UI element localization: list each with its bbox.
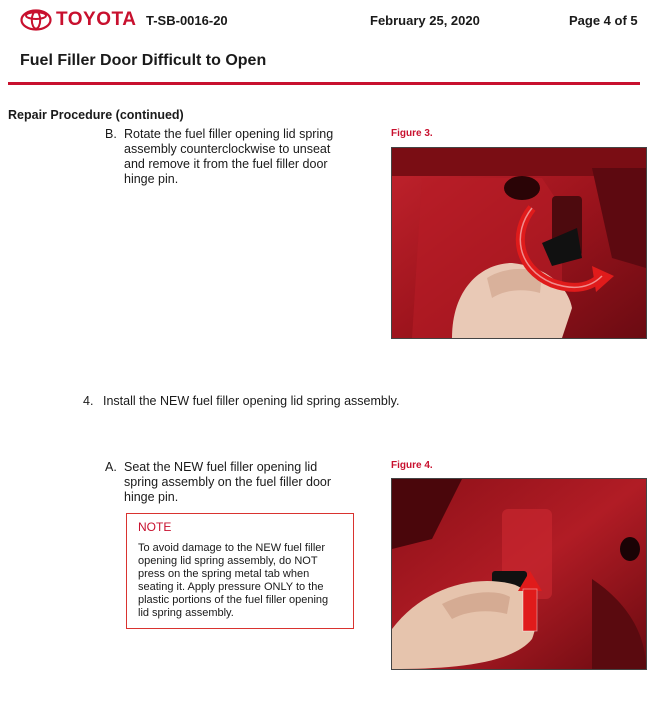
header-divider: [8, 82, 640, 85]
step-a: [105, 460, 365, 508]
figure-4-illustration: [392, 479, 646, 669]
figure-3-label: Figure 3.: [391, 128, 433, 139]
toyota-logo: [20, 9, 136, 31]
note-line: press on the spring metal tab when: [138, 568, 310, 580]
note-line: To avoid damage to the NEW fuel filler: [138, 542, 326, 554]
step-4: [83, 394, 423, 410]
step-b-text: [124, 127, 333, 187]
page-title: Fuel Filler Door Difficult to Open: [20, 52, 267, 69]
note-box: [126, 513, 354, 629]
step-b-label: B.: [105, 127, 117, 141]
step-b-line: assembly counterclockwise to unseat: [124, 142, 331, 156]
note-line: opening lid spring assembly, do NOT: [138, 555, 318, 567]
step-4-text: Install the NEW fuel filler opening lid spring assembly.: [103, 394, 400, 408]
figure-4-photo: [391, 478, 647, 670]
step-a-line: hinge pin.: [124, 490, 179, 504]
step-b-line: Rotate the fuel filler opening lid spring: [124, 127, 334, 141]
bulletin-id: T-SB-0016-20: [146, 13, 228, 28]
step-a-label: A.: [105, 460, 117, 474]
step-b: [105, 127, 365, 189]
figure-3-illustration: [392, 148, 646, 338]
note-line: lid spring assembly.: [138, 607, 234, 619]
brand-name: TOYOTA: [56, 9, 137, 30]
note-line: seating it. Apply pressure ONLY to the: [138, 581, 324, 593]
bulletin-date: February 25, 2020: [370, 13, 480, 28]
page-number: Page 4 of 5: [569, 13, 638, 28]
figure-4-label: Figure 4.: [391, 460, 433, 471]
step-4-label: 4.: [83, 394, 94, 408]
figure-3-photo: [391, 147, 647, 339]
note-line: plastic portions of the fuel filler opening: [138, 594, 329, 606]
step-b-line: and remove it from the fuel filler door: [124, 157, 328, 171]
section-heading: Repair Procedure (continued): [8, 108, 184, 122]
step-a-line: spring assembly on the fuel filler door: [124, 475, 332, 489]
note-body: [138, 542, 348, 620]
toyota-emblem-icon: [20, 9, 52, 31]
note-title: NOTE: [138, 520, 172, 534]
step-b-line: hinge pin.: [124, 172, 179, 186]
step-a-text: [124, 460, 331, 505]
step-a-line: Seat the NEW fuel filler opening lid: [124, 460, 318, 474]
